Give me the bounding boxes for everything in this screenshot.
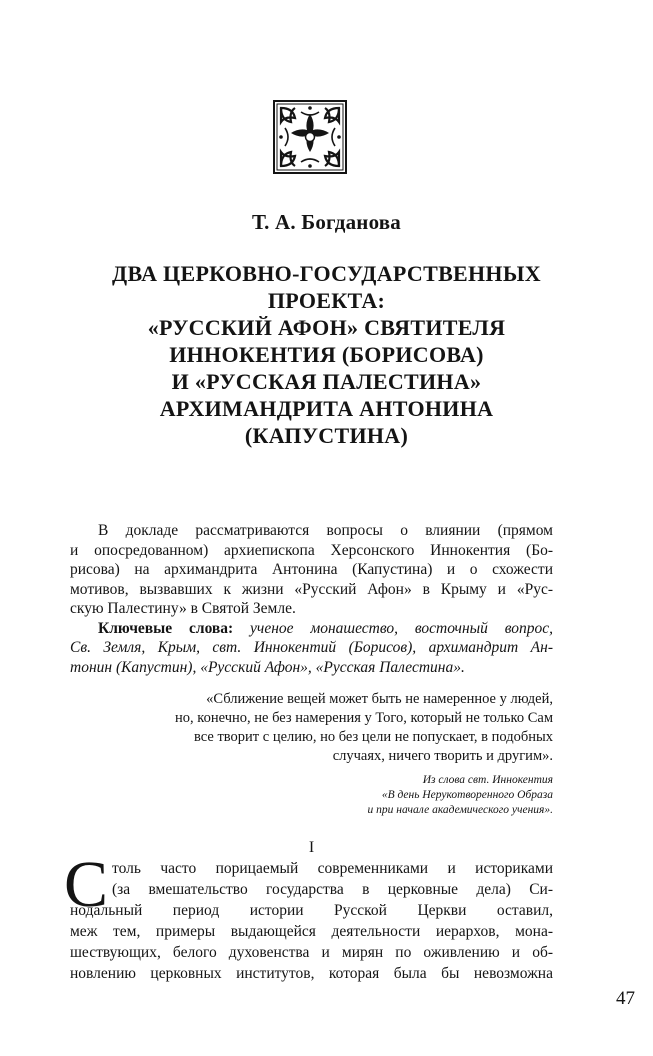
body-line: толь часто порицаемый современниками и историками xyxy=(112,860,553,877)
source-line: Из слова свт. Иннокентия xyxy=(422,774,553,786)
abstract xyxy=(70,521,553,677)
abstract-line: мотивов, вызвавших к жизни «Русский Афон» в Крыму и «Рус- xyxy=(70,580,553,598)
body-line: шествующих, белого духовенства и мирян по оживлению и об- xyxy=(70,944,553,961)
page-number: 47 xyxy=(616,988,635,1009)
title-line: ИННОКЕНТИЯ (БОРИСОВА) xyxy=(169,342,484,367)
body-text xyxy=(70,858,553,984)
epigraph-source xyxy=(153,773,553,818)
keywords-text: ученое монашество, восточный вопрос, xyxy=(250,619,553,637)
keywords-label: Ключевые слова: xyxy=(98,619,234,637)
keywords-line: тонин (Капустин), «Русский Афон», «Русская Палестина». xyxy=(70,658,465,676)
epigraph-line: «Сближение вещей может быть не намеренное у людей, xyxy=(206,691,553,707)
keywords-line xyxy=(70,619,553,639)
drop-cap: С xyxy=(64,848,109,921)
abstract-line: рисова) на архимандрита Антонина (Капустина) и о схожести xyxy=(70,561,553,578)
keywords-line: Св. Земля, Крым, свт. Иннокентий (Борисов), архимандрит Ан- xyxy=(70,639,553,656)
abstract-line: В докладе рассматриваются вопросы о влиянии (прямом xyxy=(98,522,553,539)
section-number: I xyxy=(308,839,315,856)
article-title xyxy=(60,260,593,449)
epigraph-line: случаях, ничего творить и другим». xyxy=(332,748,553,764)
epigraph xyxy=(123,690,553,766)
source-line: и при начале академического учения». xyxy=(367,804,553,816)
body-line: меж тем, примеры выдающейся деятельности иерархов, мона- xyxy=(70,923,553,940)
body-line: новлению церковных институтов, которая была бы невозможна xyxy=(70,965,553,982)
title-line: (КАПУСТИНА) xyxy=(244,423,409,448)
title-line: И «РУССКАЯ ПАЛЕСТИНА» xyxy=(171,369,482,394)
author-name: Т. А. Богданова xyxy=(252,210,401,234)
epigraph-line: но, конечно, не без намерения у Того, который не только Сам xyxy=(175,710,553,726)
title-line: ПРОЕКТА: xyxy=(267,288,386,313)
title-line: «РУССКИЙ АФОН» СВЯТИТЕЛЯ xyxy=(147,315,506,340)
body-line: (за вмешательство государства в церковные дела) Си- xyxy=(112,881,553,898)
source-line: «В день Нерукотворенного Образа xyxy=(381,789,553,801)
epigraph-line: все творит с целию, но без цели не попускает, в подобных xyxy=(194,729,553,745)
abstract-line: скую Палестину» в Святой Земле. xyxy=(70,600,296,617)
decorative-ornament-icon xyxy=(273,100,347,174)
body-line: нодальный период истории Русской Церкви оставил, xyxy=(70,902,553,919)
title-line: ДВА ЦЕРКОВНО-ГОСУДАРСТВЕННЫХ xyxy=(112,261,541,286)
abstract-line: и опосредованном) архиепископа Херсонского Иннокентия (Бо- xyxy=(70,541,553,559)
title-line: АРХИМАНДРИТА АНТОНИНА xyxy=(159,396,494,421)
